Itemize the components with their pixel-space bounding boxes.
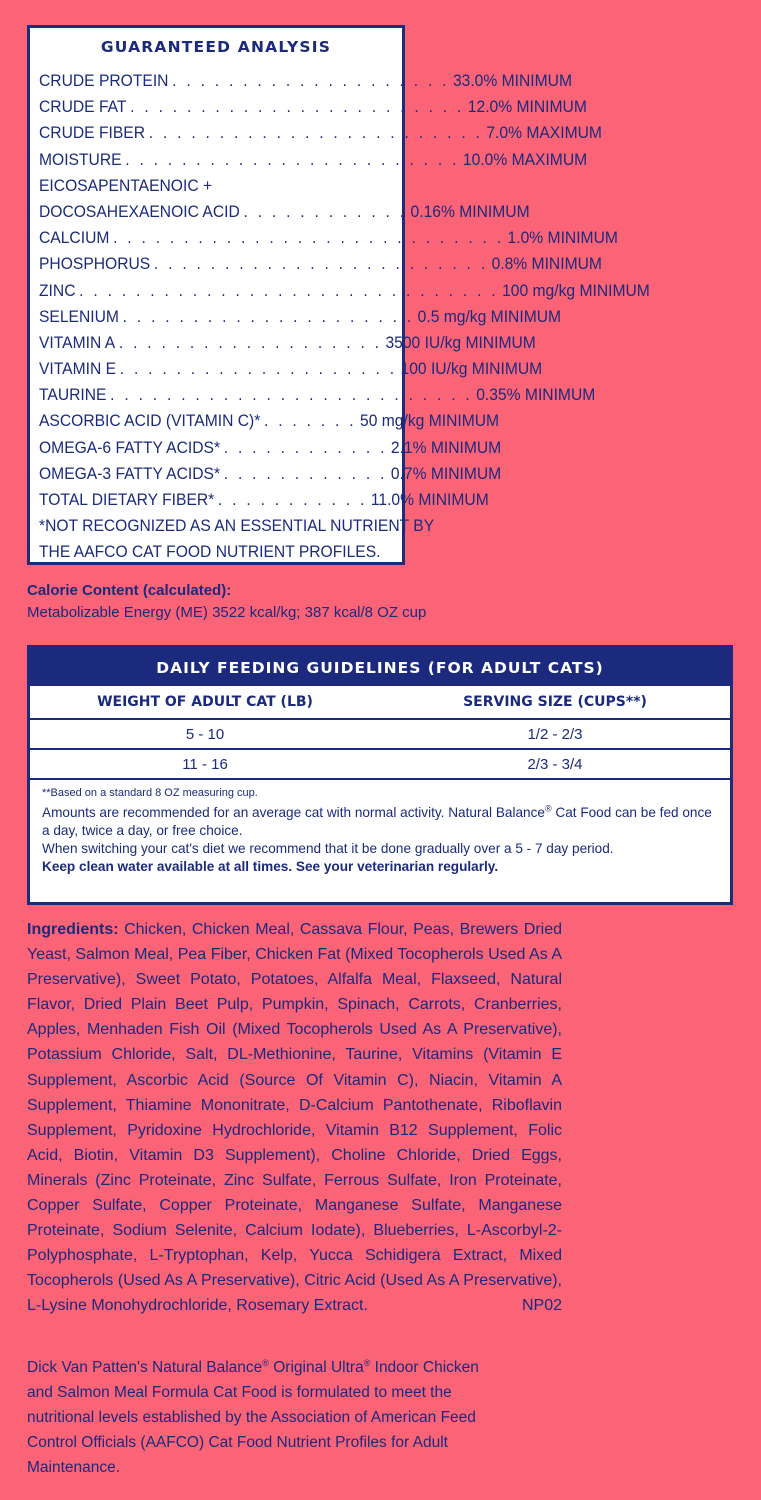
aafco-part2: Original Ultra [268, 1359, 364, 1376]
analysis-leader-dots: . . . . . . . . . . . . [223, 463, 388, 483]
analysis-row [39, 120, 602, 146]
analysis-row [39, 251, 602, 277]
feeding-guidelines-title: DAILY FEEDING GUIDELINES (FOR ADULT CATS) [156, 659, 604, 677]
analysis-row [39, 225, 618, 251]
analysis-label: CRUDE FIBER [39, 123, 146, 143]
analysis-value: 1.0% MINIMUM [507, 228, 618, 248]
calorie-text: Metabolizable Energy (ME) 3522 kcal/kg; 387 kcal/8 OZ cup [27, 604, 427, 621]
analysis-label: CALCIUM [39, 228, 110, 248]
feeding-weight: 5 - 10 [30, 719, 380, 749]
analysis-label: SELENIUM [39, 306, 119, 326]
product-code: NP02 [521, 1297, 562, 1315]
analysis-row [39, 304, 562, 330]
feeding-row [30, 749, 730, 779]
analysis-leader-dots: . . . . . . . . . . . [217, 490, 368, 509]
analysis-value: 100 IU/kg MINIMUM [400, 359, 543, 379]
analysis-label: CRUDE PROTEIN [39, 71, 169, 90]
analysis-value: 0.16% MINIMUM [410, 201, 530, 221]
analysis-label: DOCOSAHEXAENOIC ACID [39, 201, 240, 221]
registered-mark: ® [262, 1357, 269, 1368]
analysis-value: 0.7% MINIMUM [390, 463, 502, 483]
aafco-part1: Dick Van Patten's Natural Balance [27, 1359, 263, 1376]
analysis-value: 3500 IU/kg MINIMUM [385, 332, 536, 352]
analysis-value: 10.0% MAXIMUM [462, 149, 588, 169]
analysis-leader-dots: . . . . . . . [263, 411, 357, 431]
analysis-leader-dots: . . . . . . . . . . . . [243, 201, 407, 221]
analysis-row [39, 382, 596, 408]
analysis-row [39, 461, 502, 487]
feeding-note-amounts-a: Amounts are recommended for an average cat with normal activity. Natural Balance [42, 805, 545, 820]
guaranteed-analysis-title: GUARANTEED ANALYSIS [100, 38, 332, 56]
analysis-row [39, 356, 543, 382]
analysis-label: VITAMIN A [39, 332, 116, 352]
analysis-row [39, 278, 650, 304]
analysis-row [39, 330, 536, 356]
calorie-content [27, 580, 507, 624]
analysis-value: 100 mg/kg MINIMUM [502, 280, 650, 300]
analysis-leader-dots: . . . . . . . . . . . . . . . . . . . . . . . . . . . . . . [79, 280, 499, 300]
feeding-notes [30, 780, 730, 882]
analysis-row [39, 94, 587, 120]
analysis-label: ZINC [39, 280, 76, 300]
analysis-label: OMEGA-6 FATTY ACIDS* [39, 437, 221, 457]
analysis-value: 12.0% MINIMUM [467, 97, 587, 117]
analysis-label: VITAMIN E [39, 359, 117, 379]
feeding-guidelines-panel [27, 645, 733, 905]
feeding-serving: 2/3 - 3/4 [380, 749, 730, 779]
analysis-value: 11.0% MINIMUM [370, 490, 489, 509]
aafco-part3: Indoor Chicken and Salmon Meal Formula Cat Food is formulated to meet the nutritional levels established by the Association of American Feed Control Officials (AAFCO) Cat Food Nutrient Profiles for Adult Maintenance. [27, 1359, 479, 1476]
analysis-value: 0.35% MINIMUM [476, 385, 596, 405]
analysis-row [39, 68, 573, 94]
analysis-leader-dots: . . . . . . . . . . . . . . . . . . . [118, 332, 382, 352]
feeding-row [30, 719, 730, 749]
analysis-leader-dots: . . . . . . . . . . . . . . . . . . . . . . . . . . . . [113, 228, 504, 248]
feeding-guidelines-body [30, 686, 730, 902]
aafco-statement [27, 1355, 497, 1480]
col-weight-header: WEIGHT OF ADULT CAT (LB) [30, 686, 380, 719]
analysis-label: EICOSAPENTAENOIC + [39, 175, 213, 195]
analysis-label: TOTAL DIETARY FIBER* [39, 490, 215, 509]
calorie-heading: Calorie Content (calculated): [27, 582, 232, 599]
analysis-row [39, 147, 588, 173]
analysis-leader-dots: . . . . . . . . . . . . . . . . . . . . . . . . [153, 254, 488, 274]
analysis-leader-dots [212, 173, 393, 199]
analysis-leader-dots: . . . . . . . . . . . . . . . . . . . . . . . . . . [110, 385, 473, 405]
analysis-leader-dots: . . . . . . . . . . . . . . . . . . . . . . . . [125, 149, 460, 169]
feeding-note-amounts-b: Cat Food can be fed once a day, twice a day, or free choice. [42, 805, 712, 838]
analysis-leader-dots: . . . . . . . . . . . . . . . . . . . . . . . . [148, 123, 483, 143]
analysis-value: 2.1% MINIMUM [390, 437, 502, 457]
analysis-label: ASCORBIC ACID (VITAMIN C)* [39, 411, 261, 431]
analysis-footnote: *NOT RECOGNIZED AS AN ESSENTIAL NUTRIENT BY [39, 516, 435, 536]
analysis-row [39, 435, 502, 461]
analysis-label: TAURINE [39, 385, 107, 405]
feeding-weight: 11 - 16 [30, 749, 380, 779]
analysis-footnote: THE AAFCO CAT FOOD NUTRIENT PROFILES. [39, 542, 381, 562]
analysis-label: CRUDE FAT [39, 97, 127, 117]
guaranteed-analysis-panel [27, 25, 650, 565]
guaranteed-analysis-rows [39, 68, 650, 566]
feeding-note-switching: When switching your cat's diet we recommend that it be done gradually over a 5 - 7 day period. [42, 841, 614, 856]
analysis-leader-dots: . . . . . . . . . . . . . . . . . . . . . [122, 306, 414, 326]
analysis-value: 0.5 mg/kg MINIMUM [417, 306, 562, 326]
analysis-value: 33.0% MINIMUM [452, 71, 573, 90]
analysis-label: MOISTURE [39, 149, 122, 169]
feeding-note-amounts [42, 804, 718, 840]
feeding-table-header [30, 686, 730, 719]
ingredients-text: Chicken, Chicken Meal, Cassava Flour, Peas, Brewers Dried Yeast, Salmon Meal, Pea Fiber, Chicken Fat (Mixed Tocopherols Used As A Preservative), Sweet Potato, Potatoes, Alfalfa Meal, Flaxseed, Natural Flavor, Dried Plain Beet Pulp, Pumpkin, Spinach, Carrots, Cranberries, Apples, Menhaden Fish Oil (Mixed Tocopherols Used As A Preservative), Potassium Chloride, Salt, DL-Methionine, Taurine, Vitamins (Vitamin E Supplement, Ascorbic Acid (Source Of Vitamin C), Niacin, Vitamin A Supplement, Thiamine Mononitrate, D-Calcium Pantothenate, Riboflavin Supplement, Pyridoxine Hydrochloride, Vitamin B12 Supplement, Folic Acid, Biotin, Vitamin D3 Supplement), Choline Chloride, Dried Eggs, Minerals (Zinc Proteinate, Zinc Sulfate, Ferrous Sulfate, Iron Proteinate, Copper Sulfate, Copper Proteinate, Manganese Sulfate, Manganese Proteinate, Sodium Selenite, Calcium Iodate), Blueberries, L-Ascorbyl-2-Polyphosphate, L-Tryptophan, Kelp, Yucca Schidigera Extract, Mixed Tocopherols (Used As A Preservative), Citric Acid (Used As A Preservative), L-Lysine Monohydrochloride, Rosemary Extract. [27, 921, 563, 1315]
analysis-value: 0.8% MINIMUM [491, 254, 602, 274]
analysis-leader-dots: . . . . . . . . . . . . . . . . . . . . [172, 71, 450, 90]
analysis-row [39, 199, 530, 225]
analysis-leader-dots: . . . . . . . . . . . . . . . . . . . . [119, 359, 397, 379]
analysis-value: 7.0% MAXIMUM [486, 123, 602, 143]
col-serving-header: SERVING SIZE (CUPS**) [380, 686, 730, 719]
registered-mark: ® [363, 1357, 371, 1368]
feeding-note-water: Keep clean water available at all times. See your veterinarian regularly. [42, 859, 499, 874]
measuring-cup-note: **Based on a standard 8 OZ measuring cup. [42, 787, 258, 799]
registered-mark: ® [544, 803, 552, 814]
analysis-label: PHOSPHORUS [39, 254, 151, 274]
analysis-row [39, 408, 500, 434]
analysis-row [39, 173, 393, 199]
analysis-value: 50 mg/kg MINIMUM [360, 411, 500, 431]
feeding-table [30, 686, 730, 780]
analysis-leader-dots: . . . . . . . . . . . . . . . . . . . . . . . . [130, 97, 465, 117]
feeding-serving: 1/2 - 2/3 [380, 719, 730, 749]
ingredients-heading: Ingredients: [27, 921, 119, 938]
analysis-row [39, 487, 489, 513]
ingredients-section [27, 917, 562, 1319]
analysis-leader-dots: . . . . . . . . . . . . [223, 437, 388, 457]
analysis-label: OMEGA-3 FATTY ACIDS* [39, 463, 221, 483]
